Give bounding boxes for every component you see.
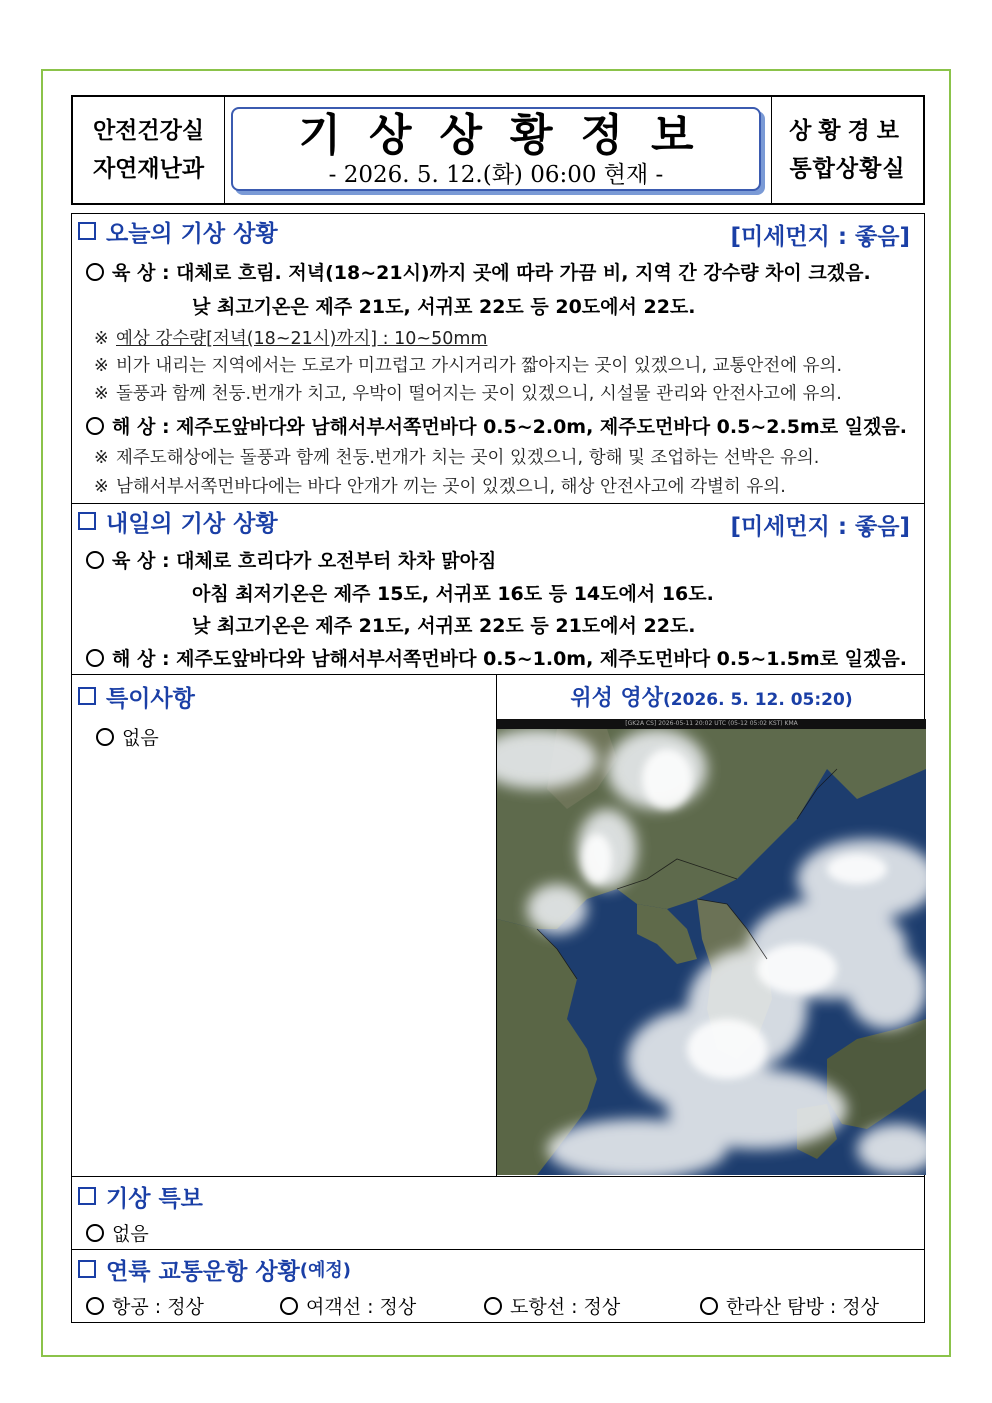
tomorrow-land-text-3: 낮 최고기온은 제주 21도, 서귀포 22도 등 21도에서 22도. <box>192 615 696 637</box>
circle-bullet-icon <box>96 728 114 746</box>
today-note-1: ※ 예상 강수량[저녁(18~21시)까지] : 10~50mm <box>94 329 488 349</box>
tomorrow-land-line <box>86 546 496 573</box>
tomorrow-sea-line <box>86 644 907 671</box>
tomorrow-land-label: 육 상 : <box>112 550 170 572</box>
special-item: 없음 <box>96 723 159 750</box>
circle-bullet-icon <box>86 263 104 281</box>
today-note-5: ※ 남해서부서쪽먼바다에는 바다 안개가 끼는 곳이 있겠으니, 해상 안전사고에 각별히 유의. <box>94 477 786 497</box>
circle-bullet-icon <box>86 1297 104 1315</box>
satellite-map-illustration <box>497 729 926 1175</box>
traffic-ferry: 도항선 : 정상 <box>484 1292 620 1319</box>
tomorrow-sea-label: 해 상 : <box>112 648 170 670</box>
weather-warning-section <box>71 1176 925 1250</box>
reference-mark-icon: ※ <box>94 448 109 468</box>
today-land-text-1: 대체로 흐림. 저녁(18~21시)까지 곳에 따라 가끔 비, 지역 간 강수량 차이 크겠음. <box>176 262 871 284</box>
today-land-text-2: 낮 최고기온은 제주 21도, 서귀포 22도 등 20도에서 22도. <box>192 296 696 318</box>
special-notes-panel <box>72 675 497 1176</box>
circle-bullet-icon <box>86 1224 104 1242</box>
issuer-line-1: 안전건강실 <box>92 118 205 144</box>
today-weather-section <box>71 213 925 504</box>
satellite-caption-bar: [GK2A CS] 2026-05-11 20:02 UTC (05-12 05:02 KST) KMA <box>497 719 926 729</box>
document-header <box>71 95 925 205</box>
today-sea-text: 제주도앞바다와 남해서부서쪽먼바다 0.5~2.0m, 제주도먼바다 0.5~2.5m로 일겠음. <box>176 416 907 438</box>
issuer-department <box>73 97 225 203</box>
reference-mark-icon: ※ <box>94 384 109 404</box>
situation-room <box>771 97 923 203</box>
tomorrow-land-text-1: 대체로 흐리다가 오전부터 차차 맑아짐 <box>176 550 497 572</box>
circle-bullet-icon <box>86 417 104 435</box>
situation-line-2: 통합상황실 <box>789 156 906 182</box>
tomorrow-weather-section <box>71 503 925 675</box>
traffic-heading <box>72 1252 924 1286</box>
checkbox-square-icon <box>78 687 96 705</box>
traffic-hallasan: 한라산 탐방 : 정상 <box>700 1292 879 1319</box>
today-sea-label: 해 상 : <box>112 416 170 438</box>
today-note-3: ※ 돌풍과 함께 천둥.번개가 치고, 우박이 떨어지는 곳이 있겠으니, 시설물 관리와 안전사고에 유의. <box>94 384 842 404</box>
traffic-air: 항공 : 정상 <box>86 1292 204 1319</box>
satellite-panel <box>497 675 926 1176</box>
traffic-passenger-ship: 여객선 : 정상 <box>280 1292 416 1319</box>
circle-bullet-icon <box>484 1297 502 1315</box>
checkbox-square-icon <box>78 1260 96 1278</box>
special-heading <box>72 679 496 713</box>
circle-bullet-icon <box>280 1297 298 1315</box>
checkbox-square-icon <box>78 1187 96 1205</box>
satellite-title-text: 위성 영상 <box>570 686 664 711</box>
tomorrow-heading-text: 내일의 기상 상황 <box>106 510 278 537</box>
circle-bullet-icon <box>700 1297 718 1315</box>
warning-heading <box>72 1179 924 1213</box>
traffic-section <box>71 1249 925 1323</box>
today-land-line <box>86 258 871 285</box>
title-box <box>231 107 761 191</box>
today-land-label: 육 상 : <box>112 262 170 284</box>
checkbox-square-icon <box>78 222 96 240</box>
reference-mark-icon: ※ <box>94 356 109 376</box>
tomorrow-fine-dust: [미세먼지 : 좋음] <box>730 514 910 540</box>
today-note-4: ※ 제주도해상에는 돌풍과 함께 천둥.번개가 치는 곳이 있겠으니, 항해 및 조업하는 선박은 유의. <box>94 448 820 468</box>
today-heading-text: 오늘의 기상 상황 <box>106 220 278 247</box>
checkbox-square-icon <box>78 512 96 530</box>
issuer-line-2: 자연재난과 <box>92 156 205 182</box>
traffic-status-row <box>72 1292 924 1318</box>
reference-mark-icon: ※ <box>94 477 109 497</box>
tomorrow-land-text-2: 아침 최저기온은 제주 15도, 서귀포 16도 등 14도에서 16도. <box>192 583 714 605</box>
today-fine-dust: [미세먼지 : 좋음] <box>730 224 910 250</box>
today-note-2: ※ 비가 내리는 지역에서는 도로가 미끄럽고 가시거리가 짧아지는 곳이 있겠으니, 교통안전에 유의. <box>94 356 843 376</box>
special-heading-text: 특이사항 <box>106 685 195 712</box>
traffic-heading-text: 연륙 교통운항 상황 <box>106 1258 300 1285</box>
satellite-title <box>497 675 926 715</box>
satellite-time: (2026. 5. 12. 05:20) <box>663 690 853 710</box>
satellite-image <box>497 719 926 1175</box>
situation-line-1: 상황경보 <box>789 118 906 144</box>
circle-bullet-icon <box>86 649 104 667</box>
today-sea-line <box>86 412 907 439</box>
reference-mark-icon: ※ <box>94 329 109 349</box>
special-satellite-section <box>71 674 925 1177</box>
document-date: - 2026. 5. 12.(화) 06:00 현재 - <box>328 162 664 188</box>
traffic-heading-suffix: (예정) <box>299 1260 351 1281</box>
warning-heading-text: 기상 특보 <box>106 1185 203 1212</box>
warning-item: 없음 <box>86 1219 149 1246</box>
tomorrow-sea-text: 제주도앞바다와 남해서부서쪽먼바다 0.5~1.0m, 제주도먼바다 0.5~1.5m로 일겠음. <box>176 648 907 670</box>
document-title: 기상상황정보 <box>298 110 722 161</box>
circle-bullet-icon <box>86 551 104 569</box>
